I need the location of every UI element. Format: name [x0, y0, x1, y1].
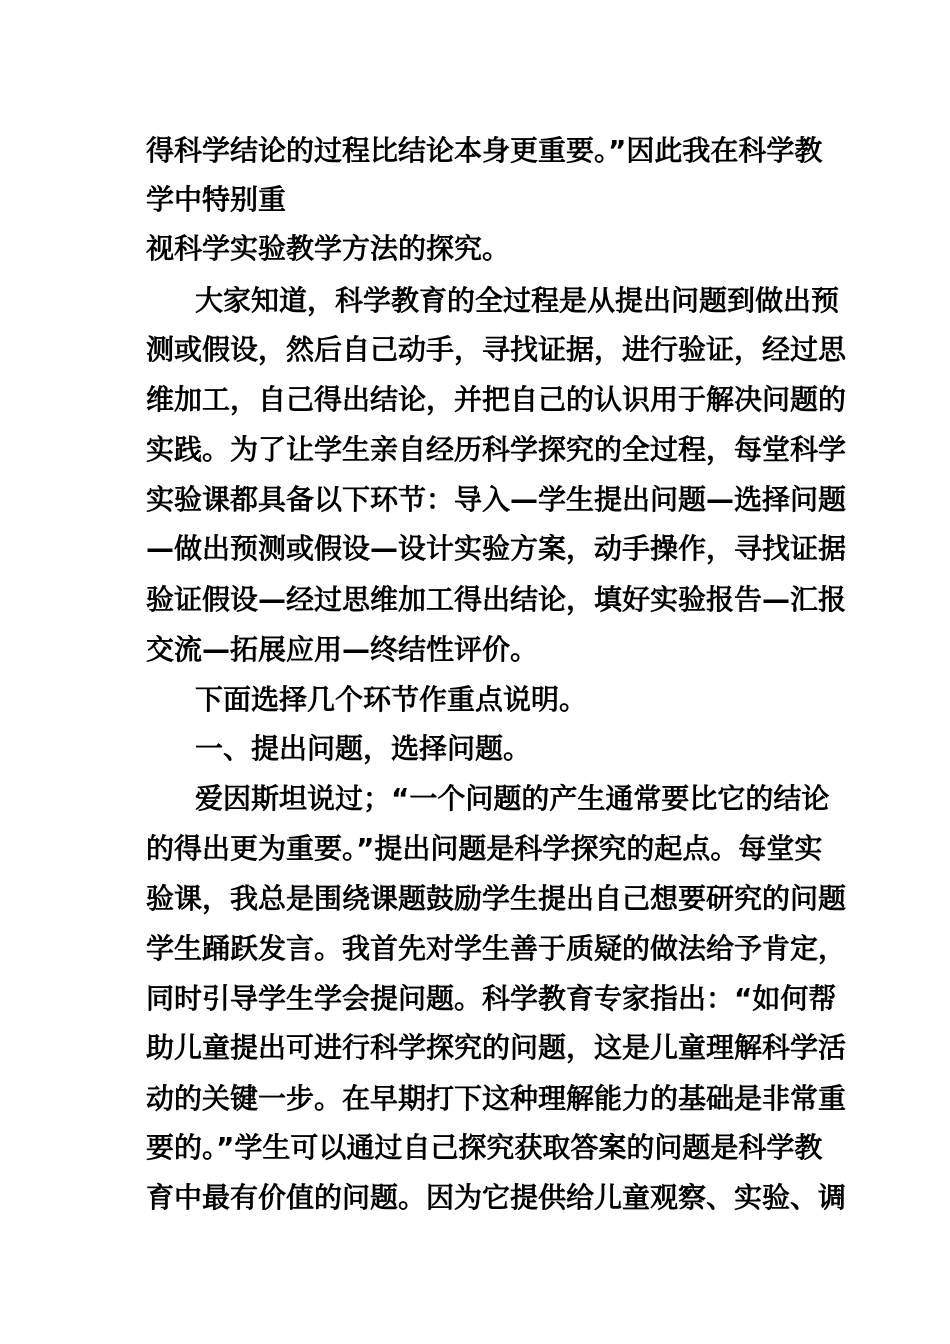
- text-line: 验课，我总是围绕课题鼓励学生提出自己想要研究的问题: [146, 882, 847, 915]
- text-line: 动的关键一步。在早期打下这种理解能力的基础是非常重: [146, 1082, 847, 1115]
- text-line: 维加工，自己得出结论，并把自己的认识用于解决问题的: [146, 383, 847, 416]
- text-line: 学生踊跃发言。我首先对学生善于质疑的做法给予肯定，: [146, 932, 847, 965]
- paragraph-first-line: 大家知道，科学教育的全过程是从提出问题到做出预: [195, 284, 840, 317]
- text-line: 实践。为了让学生亲自经历科学探究的全过程，每堂科学: [146, 433, 847, 466]
- paragraph-first-line: 下面选择几个环节作重点说明。: [195, 683, 588, 716]
- section-heading: 一、提出问题，选择问题。: [195, 732, 532, 765]
- text-line: 交流—拓展应用—终结性评价。: [146, 633, 539, 666]
- text-line: 助儿童提出可进行科学探究的问题，这是儿童理解科学活: [146, 1031, 847, 1064]
- text-line: 得科学结论的过程比结论本身更重要。”因此我在科学教: [146, 134, 823, 167]
- text-line: 验证假设—经过思维加工得出结论，填好实验报告—汇报: [146, 583, 847, 616]
- text-line: 实验课都具备以下环节：导入—学生提出问题—选择问题: [146, 483, 847, 516]
- text-line: 的得出更为重要。”提出问题是科学探究的起点。每堂实: [146, 832, 823, 865]
- text-line: 育中最有价值的问题。因为它提供给儿童观察、实验、调: [146, 1181, 847, 1214]
- paragraph-first-line: 爱因斯坦说过；“一个问题的产生通常要比它的结论: [195, 782, 830, 815]
- text-line: 要的。”学生可以通过自己探究获取答案的问题是科学教: [146, 1131, 823, 1164]
- text-line: 测或假设，然后自己动手，寻找证据，进行验证，经过思: [146, 333, 847, 366]
- text-line: —做出预测或假设—设计实验方案，动手操作，寻找证据: [146, 532, 847, 565]
- text-line: 同时引导学生学会提问题。科学教育专家指出：“如何帮: [146, 982, 837, 1015]
- text-line: 视科学实验教学方法的探究。: [146, 232, 511, 265]
- text-line: 学中特别重: [146, 183, 287, 216]
